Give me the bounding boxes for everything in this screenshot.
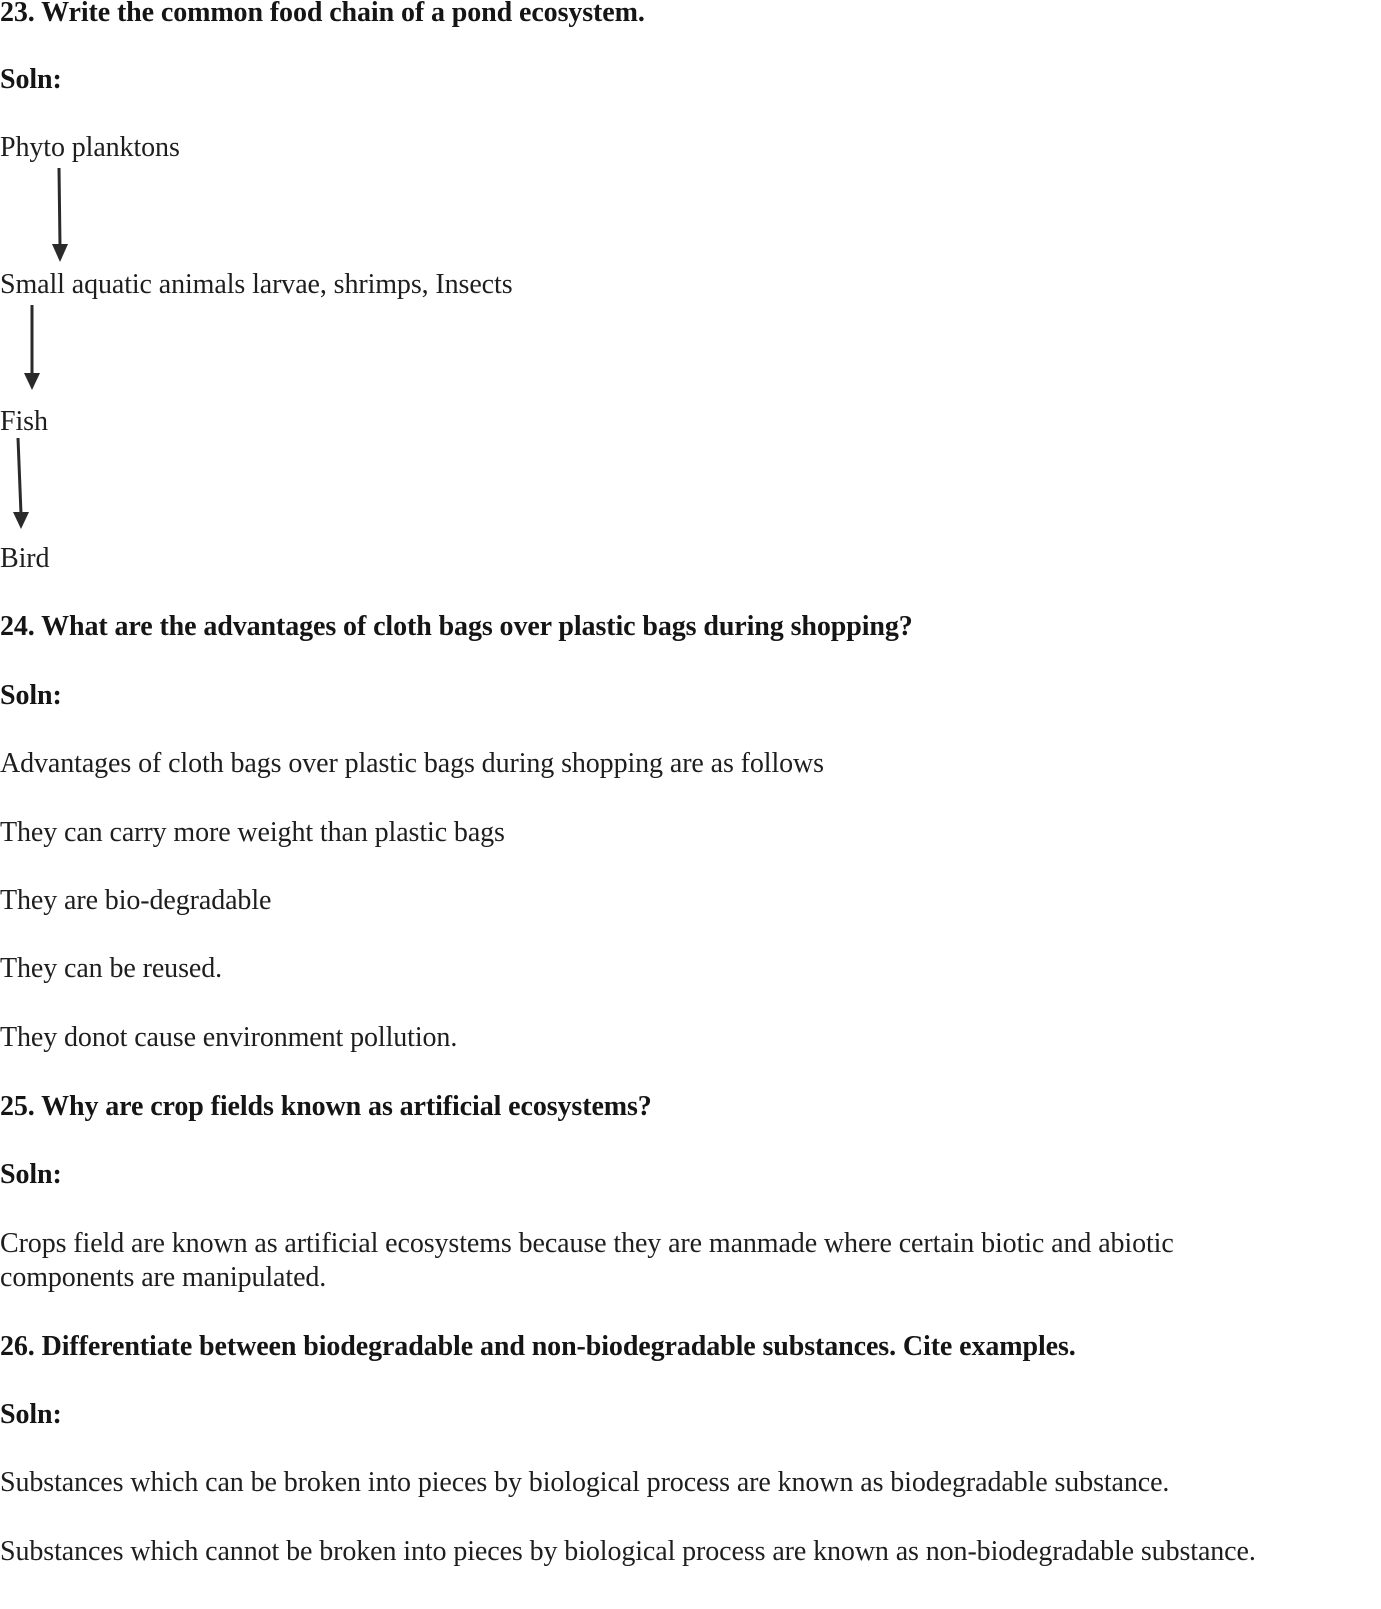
biodegradable-definition: Substances which can be broken into pieces by biological process are known as biodegradable substance.: [0, 1467, 1170, 1498]
question-25-answer-line-2: components are manipulated.: [0, 1262, 327, 1293]
advantage-item: They can carry more weight than plastic bags: [0, 817, 505, 848]
question-24-soln-label: Soln:: [0, 680, 62, 711]
non-biodegradable-definition: Substances which cannot be broken into pieces by biological process are known as non-biodegradable substance.: [0, 1536, 1256, 1567]
down-arrow-icon: [0, 305, 60, 395]
food-chain-step-phytoplankton: Phyto planktons: [0, 132, 180, 163]
question-25-heading: 25. Why are crop fields known as artificial ecosystems?: [0, 1091, 652, 1122]
question-23-heading: 23. Write the common food chain of a pond ecosystem.: [0, 0, 645, 28]
question-23-soln-label: Soln:: [0, 64, 62, 95]
question-24-intro: Advantages of cloth bags over plastic bags during shopping are as follows: [0, 748, 824, 779]
food-chain-step-bird: Bird: [0, 543, 50, 574]
advantage-item: They are bio-degradable: [0, 885, 272, 916]
question-26-heading: 26. Differentiate between biodegradable and non-biodegradable substances. Cite examples.: [0, 1331, 1076, 1362]
question-25-answer-line-1: Crops field are known as artificial ecosystems because they are manmade where certain biotic and abiotic: [0, 1228, 1174, 1259]
question-24-heading: 24. What are the advantages of cloth bags over plastic bags during shopping?: [0, 611, 913, 642]
food-chain-step-fish: Fish: [0, 406, 48, 437]
down-arrow-icon: [0, 168, 80, 268]
question-25-soln-label: Soln:: [0, 1159, 62, 1190]
down-arrow-icon: [0, 438, 50, 533]
food-chain-step-small-aquatic-animals: Small aquatic animals larvae, shrimps, Insects: [0, 269, 513, 300]
advantage-item: They can be reused.: [0, 953, 222, 984]
question-26-soln-label: Soln:: [0, 1399, 62, 1430]
advantage-item: They donot cause environment pollution.: [0, 1022, 458, 1053]
